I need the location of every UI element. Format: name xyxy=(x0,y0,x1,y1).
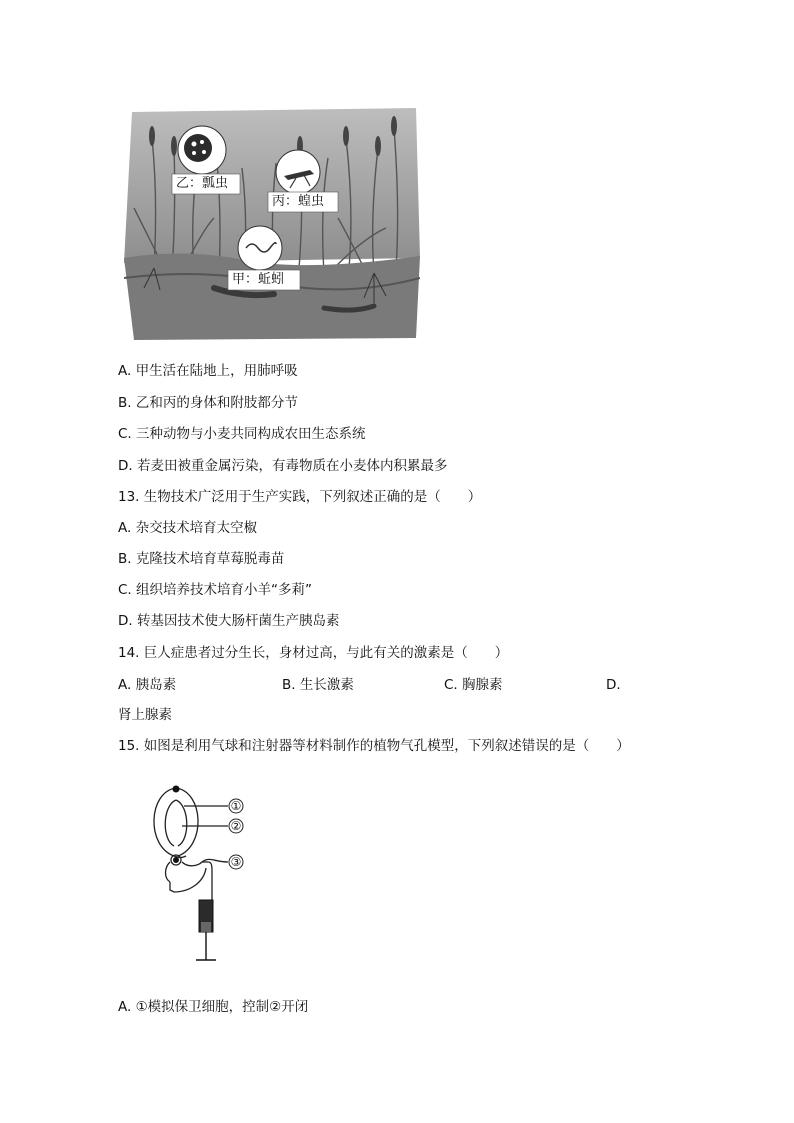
q12-option-d: D. 若麦田被重金属污染，有毒物质在小麦体内积累最多 xyxy=(118,458,448,474)
q14-option-a: A. 胰岛素 xyxy=(118,677,177,693)
q14-stem: 14. 巨人症患者过分生长，身材过高，与此有关的激素是（ ） xyxy=(118,645,509,661)
label-earthworm: 甲：蚯蚓 xyxy=(232,272,285,287)
q14-option-d-text: 肾上腺素 xyxy=(118,707,172,723)
stomata-model-diagram xyxy=(140,782,260,970)
q13-option-d: D. 转基因技术使大肠杆菌生产胰岛素 xyxy=(118,613,340,629)
farmland-illustration xyxy=(124,108,420,340)
q12-option-c: C. 三种动物与小麦共同构成农田生态系统 xyxy=(118,426,366,442)
q13-option-c: C. 组织培养技术培育小羊“多莉” xyxy=(118,582,312,598)
q15-option-a: A. ①模拟保卫细胞，控制②开闭 xyxy=(118,999,309,1015)
label-ladybug: 乙：瓢虫 xyxy=(176,176,229,191)
q13-stem: 13. 生物技术广泛用于生产实践，下列叙述正确的是（ ） xyxy=(118,489,482,505)
q12-option-a: A. 甲生活在陆地上，用肺呼吸 xyxy=(118,363,298,379)
farmland-svg xyxy=(124,108,420,340)
balloon-top-knot xyxy=(173,786,180,793)
inner-balloon-left xyxy=(165,800,176,846)
q13-option-a: A. 杂交技术培育太空椒 xyxy=(118,520,258,536)
inner-balloon-right xyxy=(176,800,187,846)
diagram-label-1: ① xyxy=(230,799,242,813)
ladybug-icon xyxy=(184,134,212,162)
diagram-label-2: ② xyxy=(230,819,242,833)
grasshopper-circle xyxy=(276,150,320,194)
q15-stem: 15. 如图是利用气球和注射器等材料制作的植物气孔模型，下列叙述错误的是（ ） xyxy=(118,738,630,754)
label-grasshopper: 丙：蝗虫 xyxy=(272,194,325,209)
q13-option-b: B. 克隆技术培育草莓脱毒苗 xyxy=(118,551,285,567)
outer-balloon-left xyxy=(154,788,186,858)
q14-option-c: C. 胸腺素 xyxy=(444,677,503,693)
earthworm-circle xyxy=(238,226,282,270)
q12-option-b: B. 乙和丙的身体和附肢都分节 xyxy=(118,395,298,411)
q14-option-b: B. 生长激素 xyxy=(282,677,354,693)
diagram-label-3: ③ xyxy=(230,855,242,869)
q14-option-d: D. xyxy=(606,677,621,693)
